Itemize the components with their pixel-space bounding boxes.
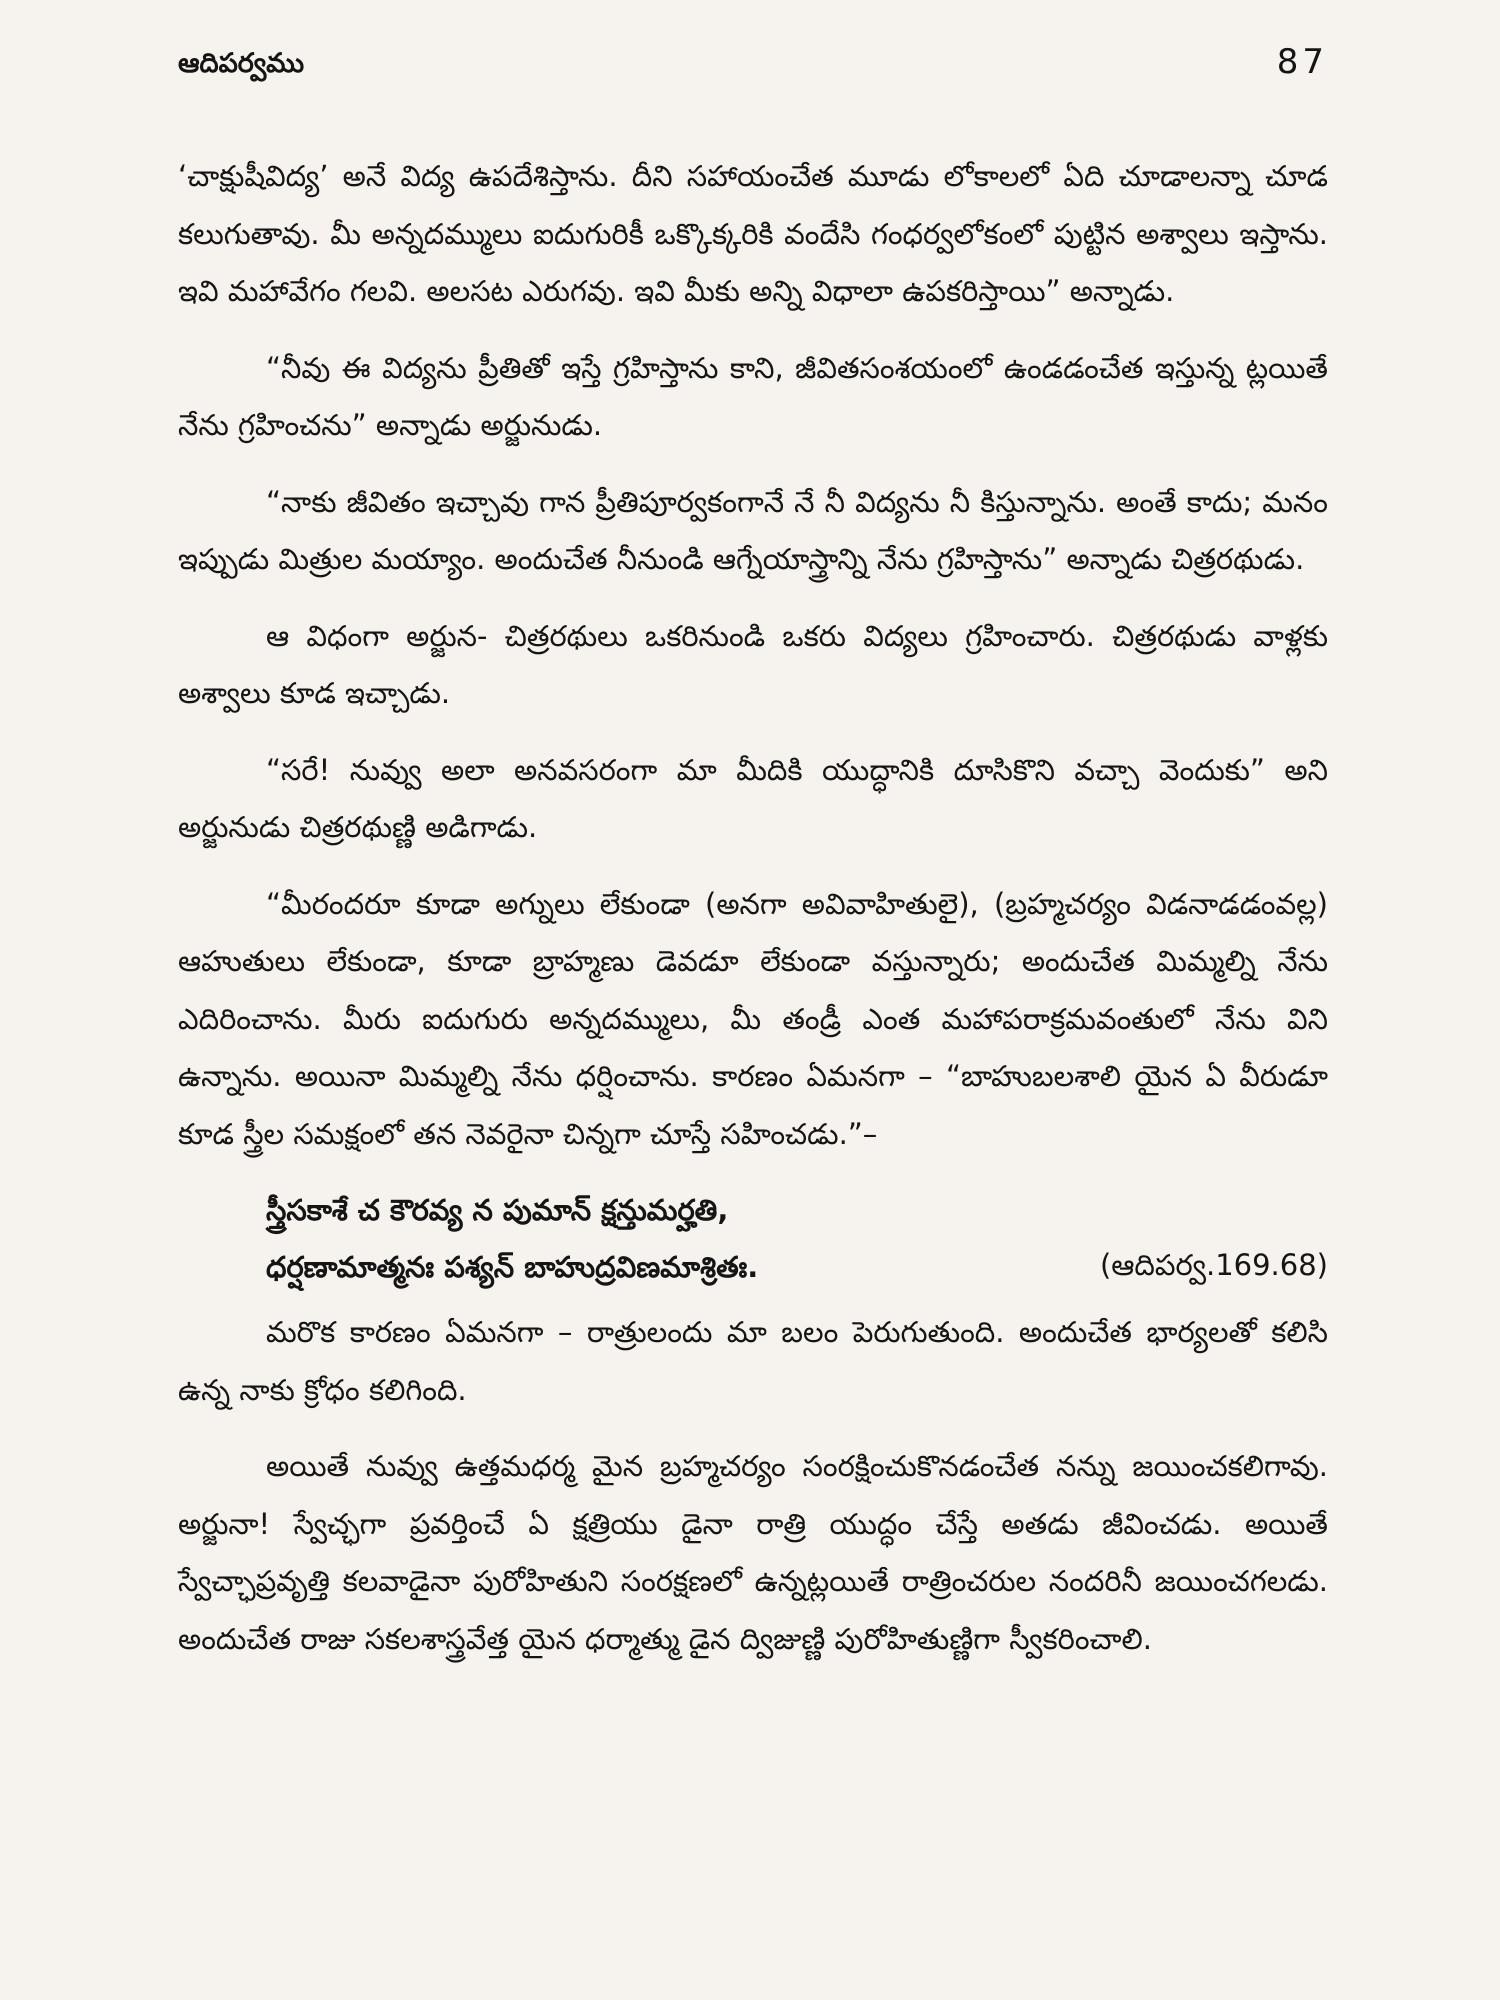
chapter-title: ఆదిపర్వము: [178, 48, 305, 79]
sanskrit-verse: [178, 1182, 1328, 1296]
paragraph: మరొక కారణం ఏమనగా – రాత్రులందు మా బలం పెరుగుతుంది. అందుచేత భార్యలతో కలిసి ఉన్న నాకు క్రోధం కలిగింది.: [178, 1315, 1328, 1407]
running-header: [178, 42, 1328, 102]
paragraph: అయితే నువ్వు ఉత్తమధర్మ మైన బ్రహ్మచర్యం సంరక్షించుకొనడంచేత నన్ను జయించకలిగావు. అర్జునా! స్వేచ్ఛగా ప్రవర్తించే ఏ క్షత్రియు డైనా రాత్రి యుద్ధం చేస్తే అతడు జీవించడు. అయితే స్వేచ్ఛాప్రవృత్తి కలవాడైనా పురోహితుని సంరక్షణలో ఉన్నట్లయితే రాత్రించరుల నందరినీ జయించగలడు. అందుచేత రాజు సకలశాస్త్రవేత్త యైన ధర్మాత్ము డైన ద్విజుణ్ణి పురోహితుణ్ణిగా స్వీకరించాలి.: [178, 1449, 1328, 1656]
paragraph: “నీవు ఈ విద్యను ప్రీతితో ఇస్తే గ్రహిస్తాను కాని, జీవితసంశయంలో ఉండడంచేత ఇస్తున్న ట్లయితే నేను గ్రహించను” అన్నాడు అర్జునుడు.: [178, 350, 1328, 442]
paragraph: “సరే! నువ్వు అలా అనవసరంగా మా మీదికి యుద్ధానికి దూసికొని వచ్చా వెందుకు” అని అర్జునుడు చిత్రరథుణ్ణి అడిగాడు.: [178, 752, 1328, 844]
verse-reference: (ఆదిపర్వ.169.68): [1099, 1248, 1328, 1282]
verse-line-1: స్త్రీసకాశే చ కౌరవ్య న పుమాన్ క్షన్తుమర్హతి,: [266, 1193, 729, 1227]
page-number: 87: [1276, 42, 1328, 82]
paragraph: ఆ విధంగా అర్జున- చిత్రరథులు ఒకరినుండి ఒకరు విద్యలు గ్రహించారు. చిత్రరథుడు వాళ్లకు అశ్వాలు కూడ ఇచ్చాడు.: [178, 618, 1328, 710]
paragraph: “నాకు జీవితం ఇచ్చావు గాన ప్రీతిపూర్వకంగానే నే నీ విద్యను నీ కిస్తున్నాను. అంతే కాదు; మనం ఇప్పుడు మిత్రుల మయ్యాం. అందుచేత నీనుండి ఆగ్నేయాస్త్రాన్ని నేను గ్రహిస్తాను” అన్నాడు చిత్రరథుడు.: [178, 484, 1328, 576]
body-text: [178, 148, 1328, 1687]
paragraph: “మీరందరూ కూడా అగ్నులు లేకుండా (అనగా అవివాహితులై), (బ్రహ్మచర్యం విడనాడడంవల్ల) ఆహుతులు లేకుండా, కూడా బ్రాహ్మణు డెవడూ లేకుండా వస్తున్నారు; అందుచేత మిమ్మల్ని నేను ఎదిరించాను. మీరు ఐదుగురు అన్నదమ్ములు, మీ తండ్రీ ఎంత మహాపరాక్రమవంతులో నేను విని ఉన్నాను. అయినా మిమ్మల్ని నేను ధర్షించాను. కారణం ఏమనగా – “బాహుబలశాలి యైన ఏ వీరుడూ కూడ స్త్రీల సమక్షంలో తన నెవరైనా చిన్నగా చూస్తే సహించడు.”–: [178, 886, 1328, 1151]
verse-line-2: ధర్షణామాత్మనః పశ్యన్ బాహుద్రవిణమాశ్రితః.: [266, 1250, 759, 1284]
paragraph: ‘చాక్షుషీవిద్య’ అనే విద్య ఉపదేశిస్తాను. దీని సహాయంచేత మూడు లోకాలలో ఏది చూడాలన్నా చూడ కలుగుతావు. మీ అన్నదమ్ములు ఐదుగురికీ ఒక్కొక్కరికి వందేసి గంధర్వలోకంలో పుట్టిన అశ్వాలు ఇస్తాను. ఇవి మహావేగం గలవి. అలసట ఎరుగవు. ఇవి మీకు అన్ని విధాలా ఉపకరిస్తాయి” అన్నాడు.: [178, 159, 1328, 308]
